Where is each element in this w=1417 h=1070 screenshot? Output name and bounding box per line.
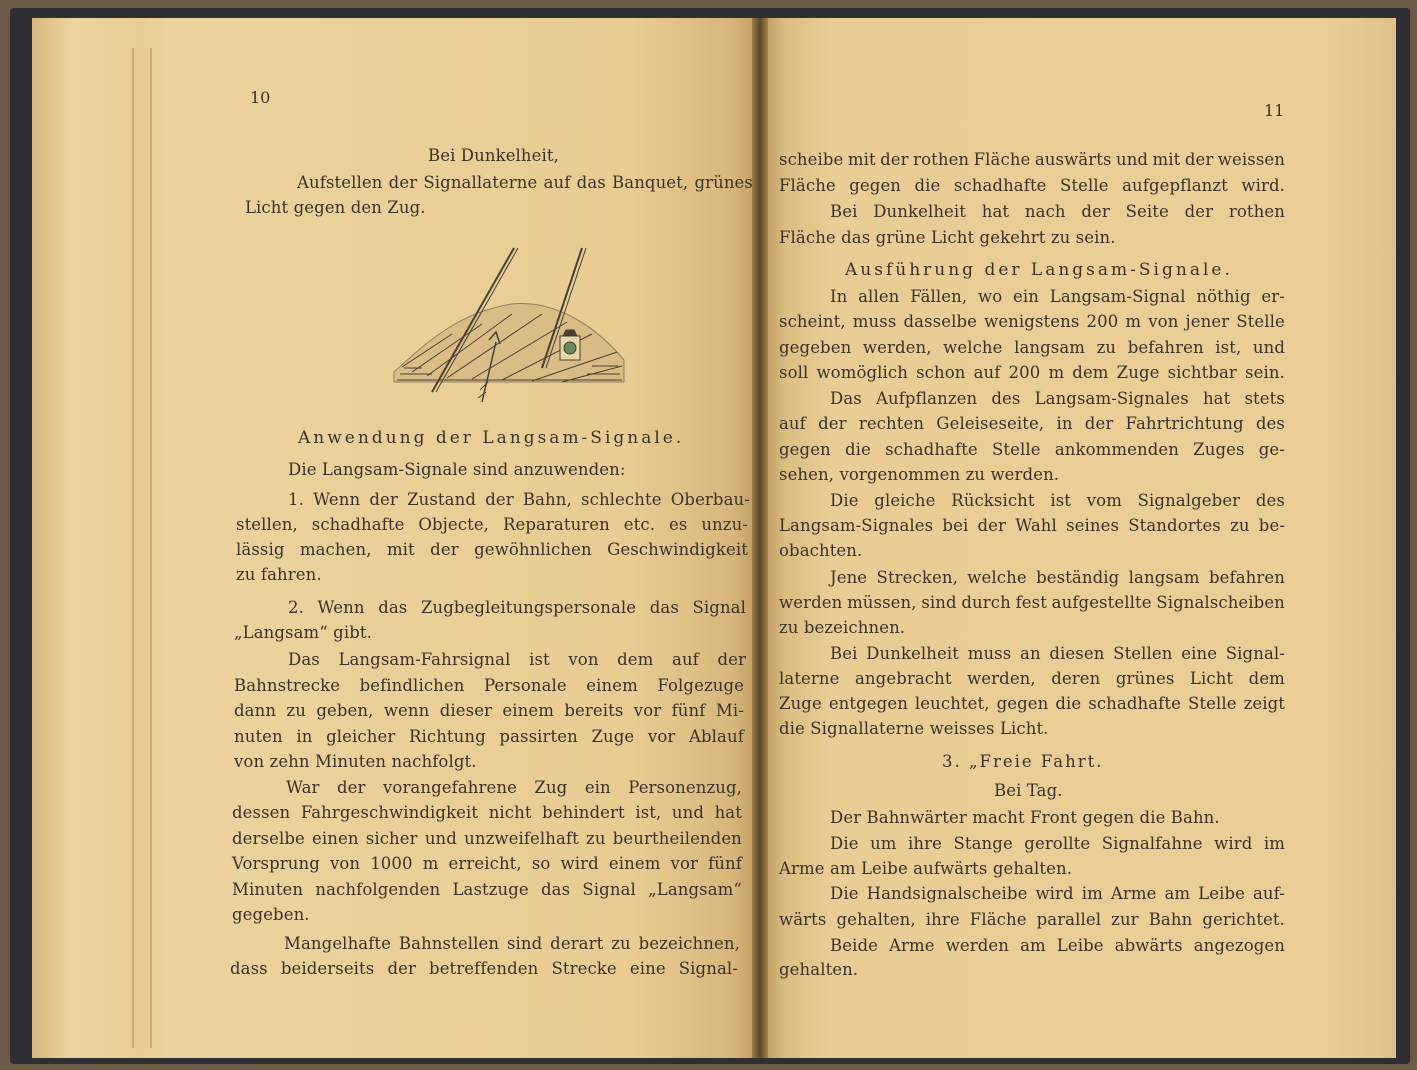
para5-line: Mangelhafte Bahnstellen sind derart zu bezeichnen,	[284, 934, 740, 953]
p5-line: die Signallaterne weisses Licht.	[779, 719, 1049, 738]
cont-line: scheibe mit der rothen Fläche auswärts und mit der weissen	[779, 150, 1285, 169]
p3-line: Die gleiche Rücksicht ist vom Signalgeber des	[830, 491, 1285, 510]
p5-line: Bei Dunkelheit muss an diesen Stellen eine Signal-	[830, 644, 1285, 663]
intro-line: Die Langsam-Signale sind anzuwenden:	[288, 460, 626, 479]
p3-line: obachten.	[779, 541, 863, 560]
p2-line: gegen die schadhafte Stelle ankommenden Zuges ge-	[779, 440, 1285, 459]
book-gutter	[752, 18, 768, 1058]
para3-line: Das Langsam-Fahrsignal ist von dem auf der	[288, 650, 746, 669]
para4-line: War der vorangefahrene Zug ein Personenzug,	[286, 778, 742, 797]
section-title-ausfuehrung: Ausführung der Langsam-Signale.	[845, 260, 1233, 280]
para1-line: zu fahren.	[236, 565, 322, 584]
dark-rule-line: Fläche das grüne Licht gekehrt zu sein.	[779, 228, 1116, 247]
p2-line: sehen, vorgenommen zu werden.	[779, 465, 1060, 484]
para2-line: „Langsam“ gibt.	[234, 623, 372, 642]
p1-line: In allen Fällen, wo ein Langsam-Signal nöthig er-	[830, 287, 1285, 306]
page-number-right: 11	[1264, 101, 1285, 120]
para1-line: 1. Wenn der Zustand der Bahn, schlechte Oberbau-	[288, 490, 750, 509]
para2-line: 2. Wenn das Zugbegleitungspersonale das Signal	[288, 598, 746, 617]
p2-line: Das Aufpflanzen des Langsam-Signales hat stets	[830, 389, 1285, 408]
para3-line: Bahnstrecke befindlichen Personale einem Folgezuge	[234, 676, 744, 695]
para4-line: Minuten nachfolgenden Lastzuge das Signal „Langsam“	[232, 880, 742, 899]
cont-line: Fläche gegen die schadhafte Stelle aufgepflanzt wird.	[779, 176, 1285, 195]
para1-line: lässig machen, mit der gewöhnlichen Geschwindigkeit	[236, 540, 748, 559]
p4-line: werden müssen, sind durch fest aufgestellte Signalscheiben	[779, 593, 1285, 612]
para3-line: dann zu geben, wenn dieser einem bereits vor fünf Mi-	[234, 701, 744, 720]
t1-line: Der Bahnwärter macht Front gegen die Bahn.	[830, 808, 1220, 827]
para4-line: Vorsprung von 1000 m erreicht, so wird einem vor fünf	[232, 854, 742, 873]
sub-title-freie-fahrt: 3. „Freie Fahrt.	[942, 752, 1104, 771]
para1-line: stellen, schadhafte Objecte, Reparaturen etc. es unzu-	[236, 515, 748, 534]
para4-line: dessen Fahrgeschwindigkeit nicht behindert ist, und hat	[232, 803, 742, 822]
p4-line: zu bezeichnen.	[779, 618, 906, 637]
p1-line: soll womöglich schon auf 200 m dem Zuge sichtbar sein.	[779, 363, 1285, 382]
signal-poles-on-embankment-illustration	[392, 242, 628, 412]
para4-line: gegeben.	[232, 905, 310, 924]
dark-rule-line: Bei Dunkelheit hat nach der Seite der rothen	[830, 202, 1285, 221]
p1-line: gegeben werden, welche langsam zu befahren ist, und	[779, 338, 1285, 357]
para3-line: nuten in gleicher Richtung passirten Zuge vor Ablauf	[234, 727, 744, 746]
t4-line: gehalten.	[779, 960, 859, 979]
t2-line: Arme am Leibe aufwärts gehalten.	[779, 859, 1073, 878]
para4-line: derselbe einen sicher und unzweifelhaft zu beurtheilenden	[232, 829, 742, 848]
t3-line: Die Handsignalscheibe wird im Arme am Leibe auf-	[830, 884, 1285, 903]
p2-line: auf der rechten Geleiseseite, in der Fahrtrichtung des	[779, 414, 1285, 433]
t2-line: Die um ihre Stange gerollte Signalfahne wird im	[830, 834, 1285, 853]
sub-sub-bei-tag: Bei Tag.	[994, 781, 1063, 800]
t4-line: Beide Arme werden am Leibe abwärts angezogen	[830, 936, 1285, 955]
section-title-anwendung: Anwendung der Langsam-Signale.	[298, 428, 685, 448]
heading-dark: Bei Dunkelheit,	[428, 146, 559, 165]
instruction-line: Licht gegen den Zug.	[245, 198, 426, 217]
p4-line: Jene Strecken, welche beständig langsam befahren	[830, 568, 1285, 587]
p3-line: Langsam-Signales bei der Wahl seines Standortes zu be-	[779, 516, 1285, 535]
p5-line: Zuge entgegen leuchtet, gegen die schadhafte Stelle zeigt	[779, 694, 1285, 713]
page-number-left: 10	[250, 88, 271, 107]
para3-line: von zehn Minuten nachfolgt.	[234, 752, 477, 771]
para5-line: dass beiderseits der betreffenden Strecke eine Signal-	[230, 959, 738, 978]
p1-line: scheint, muss dasselbe wenigstens 200 m von jener Stelle	[779, 312, 1285, 331]
t3-line: wärts gehalten, ihre Fläche parallel zur Bahn gerichtet.	[779, 910, 1285, 929]
p5-line: laterne angebracht werden, deren grünes Licht dem	[779, 669, 1285, 688]
page-edge-line	[132, 48, 134, 1048]
page-edge-line	[150, 48, 152, 1048]
instruction-line: Aufstellen der Signallaterne auf das Banquet, grünes	[297, 173, 753, 192]
